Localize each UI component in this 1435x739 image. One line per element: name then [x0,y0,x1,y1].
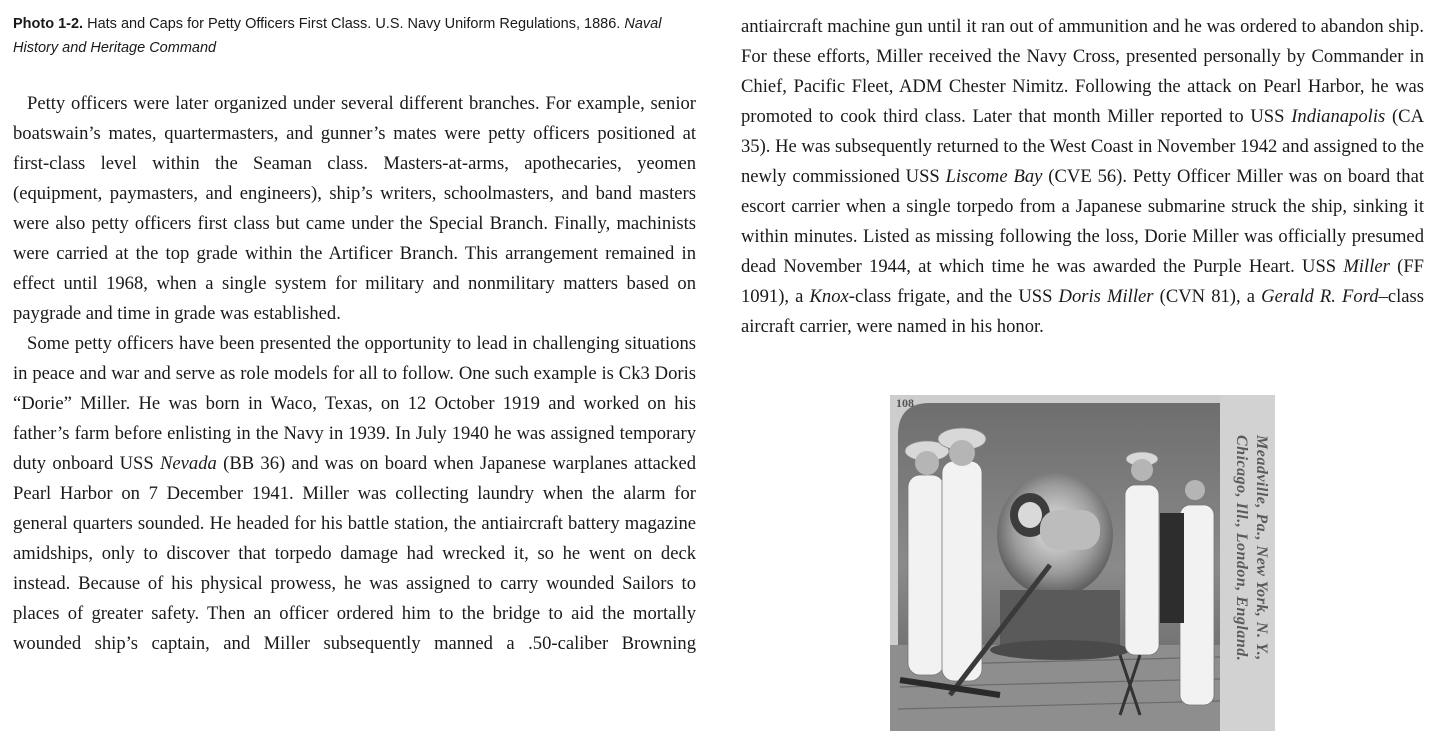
corner-mark: 108 [896,396,914,410]
paragraph-dorie-miller [13,329,696,659]
right-column [741,12,1424,342]
paragraph-text: (CVE 56). Petty Officer Miller was on board that escort carrier when a single torpedo from a Japanese submarine struck the ship, sinking it within minutes. Listed as missing following the loss, Dorie Miller was officially presumed dead November 1944, at which time he was awarded the Purple Heart. USS [741,166,1424,277]
paragraph-text: (CVN 81), a [1153,286,1262,307]
photo-illustration [890,395,1275,731]
stamp-line: Chicago, Ill., London, England. [1233,435,1250,662]
caption-label: Photo 1-2. [13,16,84,32]
stereograph-photo [890,395,1275,731]
paragraph-text: antiaircraft machine gun until it ran out of ammunition and he was ordered to abandon ship. For these efforts, Miller received the Navy Cross, presented personally by Commander in Chief, Pacific Fleet, ADM Chester Nimitz. Following the attack on Pearl Harbor, he was promoted to cook third class. Later that month Miller reported to USS [741,16,1424,127]
photo-caption [13,12,696,60]
caption-credit: Naval History and Heritage Command [13,16,662,56]
class-name-knox: Knox [809,286,849,307]
ship-name-miller: Miller [1343,256,1390,277]
paragraph-text: –class aircraft carrier, were named in his honor. [741,286,1425,337]
class-name-gerald-r-ford: Gerald R. Ford [1261,286,1379,307]
paragraph-miller-continued [741,12,1424,342]
stamp-line: Meadville, Pa., New York, N. Y., [1253,435,1270,661]
publisher-stamp [1231,435,1271,661]
paragraph-text: (CA 35). He was subsequently returned to the West Coast in November 1942 and assigned to the newly commissioned USS [741,106,1424,187]
ship-name-indianapolis: Indianapolis [1291,106,1386,127]
paragraph-text: -class frigate, and the USS [848,286,1059,307]
caption-text: Hats and Caps for Petty Officers First Class. U.S. Navy Uniform Regulations, 1886. [83,16,625,32]
paragraph-text: (BB 36) and was on board when Japanese warplanes attacked Pearl Harbor on 7 December 1941. Miller was collecting laundry when the alarm for general quarters sounded. He headed for his battle station, the antiaircraft battery magazine amidships, only to discover that torpedo damage had wrecked it, so he went on deck instead. Because of his physical prowess, he was assigned to carry wounded Sailors to places of greater safety. Then an officer ordered him to the bridge to aid the mortally wounded ship’s captain, and Miller subsequently manned a .50-caliber Browning [13,453,696,654]
ship-name-doris-miller: Doris Miller [1058,286,1154,307]
paragraph-text: Some petty officers have been presented the opportunity to lead in challenging situations in peace and war and serve as role models for all to follow. One such example is Ck3 Doris “Dorie” Miller. He was born in Waco, Texas, on 12 October 1919 and worked on his father’s farm before enlisting in the Navy in 1939. In July 1940 he was assigned temporary duty onboard USS [13,333,696,474]
paragraph-branches: Petty officers were later organized under several different branches. For example, senior boatswain’s mates, quartermasters, and gunner’s mates were petty officers positioned at first-class level within the Seaman class. Masters-at-arms, apothecaries, yeomen (equipment, paymasters, and engineers), ship’s writers, schoolmasters, and band masters were also petty officers first class but came under the Special Branch. Finally, machinists were carried at the top grade within the Artificer Branch. This arrangement remained in effect until 1968, when a single system for military and nonmilitary matters based on paygrade and time in grade was established. [13,93,696,324]
left-column [13,12,696,659]
ship-name-liscome-bay: Liscome Bay [945,166,1043,187]
ship-name-nevada: Nevada [160,453,217,474]
paragraph-text: (FF 1091), a [741,256,1425,307]
